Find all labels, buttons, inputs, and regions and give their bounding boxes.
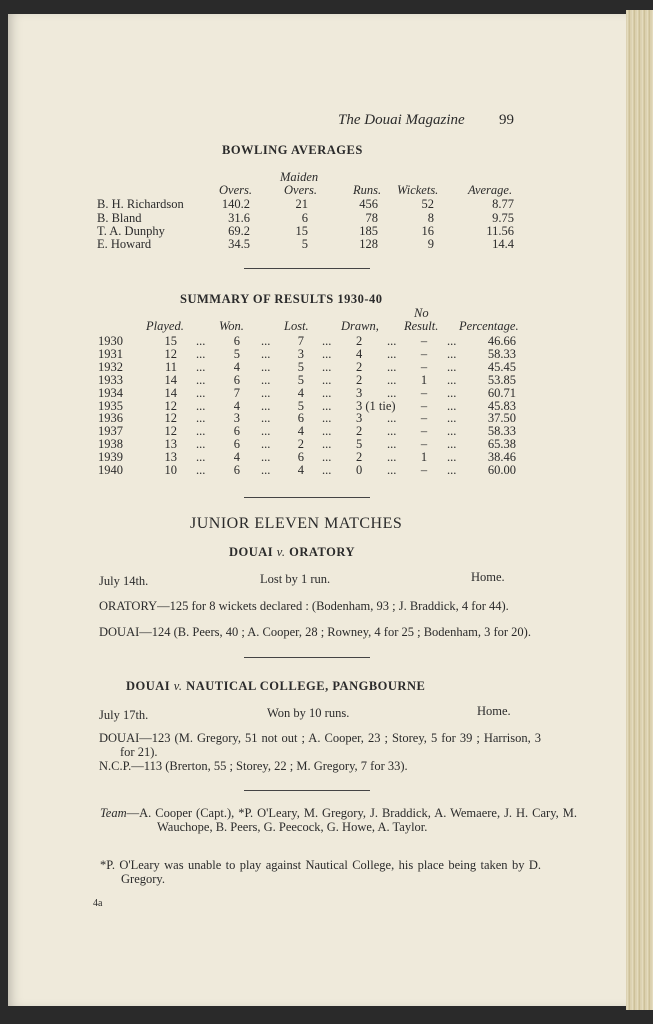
col-runs: Runs. [353, 183, 382, 197]
summary-cell-won: 7 [233, 385, 240, 400]
summary-cell-year: 1933 [98, 372, 123, 387]
bowling-cell-wickets: 8 [427, 211, 434, 225]
summary-cell-year: 1936 [98, 411, 123, 426]
summary-cell-pct: 45.45 [487, 359, 516, 374]
summary-cell-lost: 2 [297, 437, 304, 452]
team-label: Team [100, 806, 127, 820]
leader-dots: ... [447, 359, 457, 374]
leader-dots: ... [261, 411, 271, 426]
leader-dots: ... [387, 346, 397, 361]
divider [244, 657, 370, 658]
page-number: 99 [499, 112, 514, 128]
summary-cell-won: 4 [233, 398, 240, 413]
match2-line1: DOUAI—123 (M. Gregory, 51 not out ; A. Cooper, 23 ; Storey, 5 for 39 ; Harrison, 3 for 21). [99, 731, 541, 759]
summary-cell-lost: 6 [297, 411, 304, 426]
col-maiden-top: Maiden [280, 170, 319, 184]
leader-dots: ... [261, 463, 271, 477]
summary-cell-lost: 5 [297, 359, 304, 374]
summary-cell-year: 1934 [98, 385, 123, 400]
leader-dots: ... [196, 424, 206, 439]
leader-dots: ... [196, 372, 206, 387]
leader-dots: ... [261, 437, 271, 452]
summary-cell-nr: – [420, 437, 428, 452]
bowling-cell-average: 9.75 [492, 211, 514, 225]
summary-cell-year: 1930 [98, 334, 123, 348]
page-edges [626, 10, 653, 1010]
leader-dots: ... [447, 398, 457, 413]
summary-cell-year: 1935 [98, 398, 123, 413]
bowling-cell-name: E. Howard [97, 237, 152, 251]
summary-cell-pct: 58.33 [487, 346, 516, 361]
summary-cell-played: 10 [164, 463, 177, 477]
summary-cell-year: 1939 [98, 450, 123, 465]
summary-cell-drawn: 2 [356, 450, 363, 465]
summary-cell-nr: 1 [420, 372, 428, 387]
summary-cell-nr: – [420, 385, 428, 400]
col-percentage: Percentage. [459, 319, 519, 333]
leader-dots: ... [322, 424, 332, 439]
match2-result: Won by 10 runs. [267, 706, 350, 720]
bowling-cell-name: B. Bland [97, 211, 142, 225]
match1-result: Lost by 1 run. [260, 572, 331, 586]
leader-dots: ... [322, 450, 332, 465]
leader-dots: ... [387, 450, 397, 465]
match2-date: July 17th. [99, 708, 149, 722]
summary-cell-played: 12 [164, 398, 177, 413]
match1-team-a: DOUAI [229, 545, 274, 559]
team-list: —A. Cooper (Capt.), *P. O'Leary, M. Gregory, J. Braddick, A. Wemaere, J. H. Cary, M. Wauchope, B. Peers, G. Peecock, G. Howe, A. Taylor. [126, 806, 577, 834]
leader-dots: ... [387, 424, 397, 439]
col-wickets: Wickets. [397, 183, 439, 197]
summary-cell-lost: 5 [297, 372, 304, 387]
leader-dots: ... [196, 346, 206, 361]
bowling-cell-average: 8.77 [492, 197, 514, 211]
match2-line2 [99, 759, 541, 773]
divider [244, 497, 370, 498]
leader-dots: ... [322, 346, 332, 361]
col-no-top: No [414, 306, 429, 320]
leader-dots: ... [387, 411, 397, 426]
summary-cell-drawn: 3 [356, 411, 363, 426]
bowling-heading: BOWLING AVERAGES [222, 143, 363, 157]
summary-cell-lost: 5 [297, 398, 304, 413]
summary-cell-drawn: 2 [356, 424, 363, 439]
summary-cell-won: 6 [233, 372, 240, 387]
bowling-cell-name: B. H. Richardson [97, 197, 184, 211]
leader-dots: ... [447, 463, 457, 477]
match2-versus: v. [173, 679, 183, 693]
summary-cell-nr: – [420, 398, 428, 413]
summary-cell-pct: 45.83 [487, 398, 516, 413]
divider [244, 268, 370, 269]
summary-cell-drawn: 3 (1 tie) [356, 398, 396, 413]
leader-dots: ... [261, 385, 271, 400]
bowling-cell-runs: 456 [359, 197, 378, 211]
running-header: The Douai Magazine [338, 112, 465, 128]
summary-cell-pct: 65.38 [487, 437, 516, 452]
leader-dots: ... [322, 359, 332, 374]
col-average: Average. [468, 183, 513, 197]
summary-cell-pct: 38.46 [487, 450, 516, 465]
summary-cell-lost: 3 [297, 346, 304, 361]
summary-cell-year: 1937 [98, 424, 123, 439]
divider [244, 790, 370, 791]
col-drawn: Drawn, [341, 319, 379, 333]
leader-dots: ... [447, 372, 457, 387]
leader-dots: ... [387, 385, 397, 400]
col-won: Won. [219, 319, 244, 333]
leader-dots: ... [387, 437, 397, 452]
match2-line2-text: N.C.P.—113 (Brerton, 55 ; Storey, 22 ; M. Gregory, 7 for 33). [99, 759, 408, 773]
leader-dots: ... [261, 450, 271, 465]
summary-cell-pct: 60.71 [487, 385, 516, 400]
leader-dots: ... [447, 334, 457, 348]
summary-cell-lost: 4 [297, 463, 304, 477]
col-played: Played. [146, 319, 184, 333]
summary-cell-pct: 53.85 [487, 372, 516, 387]
leader-dots: ... [196, 385, 206, 400]
summary-cell-won: 6 [233, 334, 240, 348]
leader-dots: ... [387, 359, 397, 374]
leader-dots: ... [261, 359, 271, 374]
match1-heading [229, 545, 355, 560]
leader-dots: ... [447, 450, 457, 465]
summary-cell-won: 6 [233, 424, 240, 439]
bowling-cell-runs: 128 [359, 237, 378, 251]
summary-cell-nr: – [420, 346, 428, 361]
leader-dots: ... [387, 463, 397, 477]
summary-cell-played: 13 [164, 450, 177, 465]
summary-cell-lost: 4 [297, 424, 304, 439]
summary-cell-year: 1931 [98, 346, 123, 361]
summary-cell-won: 4 [233, 359, 240, 374]
leader-dots: ... [196, 463, 206, 477]
summary-cell-pct: 58.33 [487, 424, 516, 439]
summary-cell-year: 1932 [98, 359, 123, 374]
bowling-cell-maidens: 21 [295, 197, 308, 211]
match1-date: July 14th. [99, 574, 149, 588]
summary-cell-lost: 7 [297, 334, 304, 348]
summary-cell-played: 15 [164, 334, 177, 348]
col-maiden-bottom: Overs. [284, 183, 317, 197]
bowling-cell-overs: 140.2 [221, 197, 250, 211]
summary-cell-won: 6 [233, 437, 240, 452]
match2-team-b: NAUTICAL COLLEGE, PANGBOURNE [186, 679, 426, 693]
bowling-cell-runs: 78 [365, 211, 378, 225]
summary-cell-drawn: 4 [356, 346, 363, 361]
summary-cell-lost: 4 [297, 385, 304, 400]
leader-dots: ... [322, 398, 332, 413]
summary-cell-played: 13 [164, 437, 177, 452]
summary-cell-drawn: 2 [356, 334, 363, 348]
bowling-cell-runs: 185 [359, 224, 378, 238]
bowling-cell-name: T. A. Dunphy [97, 224, 165, 238]
bowling-cell-overs: 34.5 [228, 237, 250, 251]
match1-line2: DOUAI—124 (B. Peers, 40 ; A. Cooper, 28 ; Rowney, 4 for 25 ; Bodenham, 3 for 20). [99, 625, 531, 639]
leader-dots: ... [387, 372, 397, 387]
col-lost: Lost. [284, 319, 309, 333]
bowling-cell-maidens: 6 [301, 211, 308, 225]
col-overs: Overs. [219, 183, 252, 197]
summary-cell-nr: – [420, 359, 428, 374]
summary-cell-won: 6 [233, 463, 240, 477]
summary-cell-won: 4 [233, 450, 240, 465]
leader-dots: ... [322, 411, 332, 426]
summary-cell-nr: – [420, 411, 428, 426]
summary-heading: SUMMARY OF RESULTS 1930-40 [180, 292, 383, 306]
summary-cell-nr: 1 [420, 450, 428, 465]
match2-heading [126, 679, 425, 694]
bowling-cell-wickets: 16 [421, 224, 434, 238]
leader-dots: ... [261, 334, 271, 348]
summary-cell-pct: 37.50 [487, 411, 516, 426]
match1-team-b: ORATORY [289, 545, 355, 559]
summary-cell-lost: 6 [297, 450, 304, 465]
bowling-cell-maidens: 5 [301, 237, 308, 251]
match1-venue: Home. [471, 570, 505, 584]
summary-cell-won: 3 [233, 411, 240, 426]
summary-cell-nr: – [420, 424, 428, 439]
leader-dots: ... [447, 437, 457, 452]
footnote: *P. O'Leary was unable to play against Nautical College, his place being taken by D. Gregory. [100, 858, 541, 886]
summary-cell-year: 1940 [98, 463, 123, 477]
leader-dots: ... [261, 372, 271, 387]
match1-line1: ORATORY—125 for 8 wickets declared : (Bodenham, 93 ; J. Braddick, 4 for 44). [99, 599, 509, 613]
leader-dots: ... [261, 346, 271, 361]
leader-dots: ... [387, 334, 397, 348]
summary-cell-played: 12 [164, 424, 177, 439]
leader-dots: ... [196, 398, 206, 413]
summary-cell-played: 14 [164, 372, 177, 387]
leader-dots: ... [196, 437, 206, 452]
leader-dots: ... [196, 334, 206, 348]
summary-cell-played: 14 [164, 385, 177, 400]
match2-team-a: DOUAI [126, 679, 171, 693]
bowling-cell-average: 14.4 [492, 237, 514, 251]
leader-dots: ... [447, 411, 457, 426]
summary-cell-played: 12 [164, 346, 177, 361]
summary-cell-drawn: 3 [356, 385, 363, 400]
bowling-cell-wickets: 9 [427, 237, 434, 251]
bowling-cell-maidens: 15 [295, 224, 308, 238]
match2-venue: Home. [477, 704, 511, 718]
leader-dots: ... [261, 424, 271, 439]
summary-cell-drawn: 2 [356, 372, 363, 387]
leader-dots: ... [196, 411, 206, 426]
match1-versus: v. [276, 545, 286, 559]
leader-dots: ... [322, 437, 332, 452]
leader-dots: ... [447, 346, 457, 361]
bowling-cell-overs: 69.2 [228, 224, 250, 238]
summary-cell-played: 12 [164, 411, 177, 426]
junior-heading: JUNIOR ELEVEN MATCHES [190, 515, 403, 532]
leader-dots: ... [196, 359, 206, 374]
bowling-cell-wickets: 52 [421, 197, 434, 211]
leader-dots: ... [261, 398, 271, 413]
leader-dots: ... [322, 334, 332, 348]
bowling-cell-overs: 31.6 [228, 211, 250, 225]
team-paragraph [100, 806, 577, 834]
summary-cell-drawn: 2 [356, 359, 363, 374]
leader-dots: ... [447, 385, 457, 400]
leader-dots: ... [322, 463, 332, 477]
col-no-bottom: Result. [404, 319, 439, 333]
summary-cell-won: 5 [233, 346, 240, 361]
signature-mark: 4a [93, 898, 103, 909]
summary-cell-year: 1938 [98, 437, 123, 452]
summary-cell-played: 11 [164, 359, 177, 374]
summary-cell-drawn: 0 [356, 463, 363, 477]
leader-dots: ... [322, 385, 332, 400]
summary-cell-pct: 60.00 [487, 463, 516, 477]
bowling-cell-average: 11.56 [486, 224, 514, 238]
leader-dots: ... [322, 372, 332, 387]
summary-cell-nr: – [420, 463, 428, 477]
leader-dots: ... [196, 450, 206, 465]
summary-cell-pct: 46.66 [487, 334, 516, 348]
leader-dots: ... [447, 424, 457, 439]
summary-cell-drawn: 5 [356, 437, 363, 452]
summary-cell-nr: – [420, 334, 428, 348]
